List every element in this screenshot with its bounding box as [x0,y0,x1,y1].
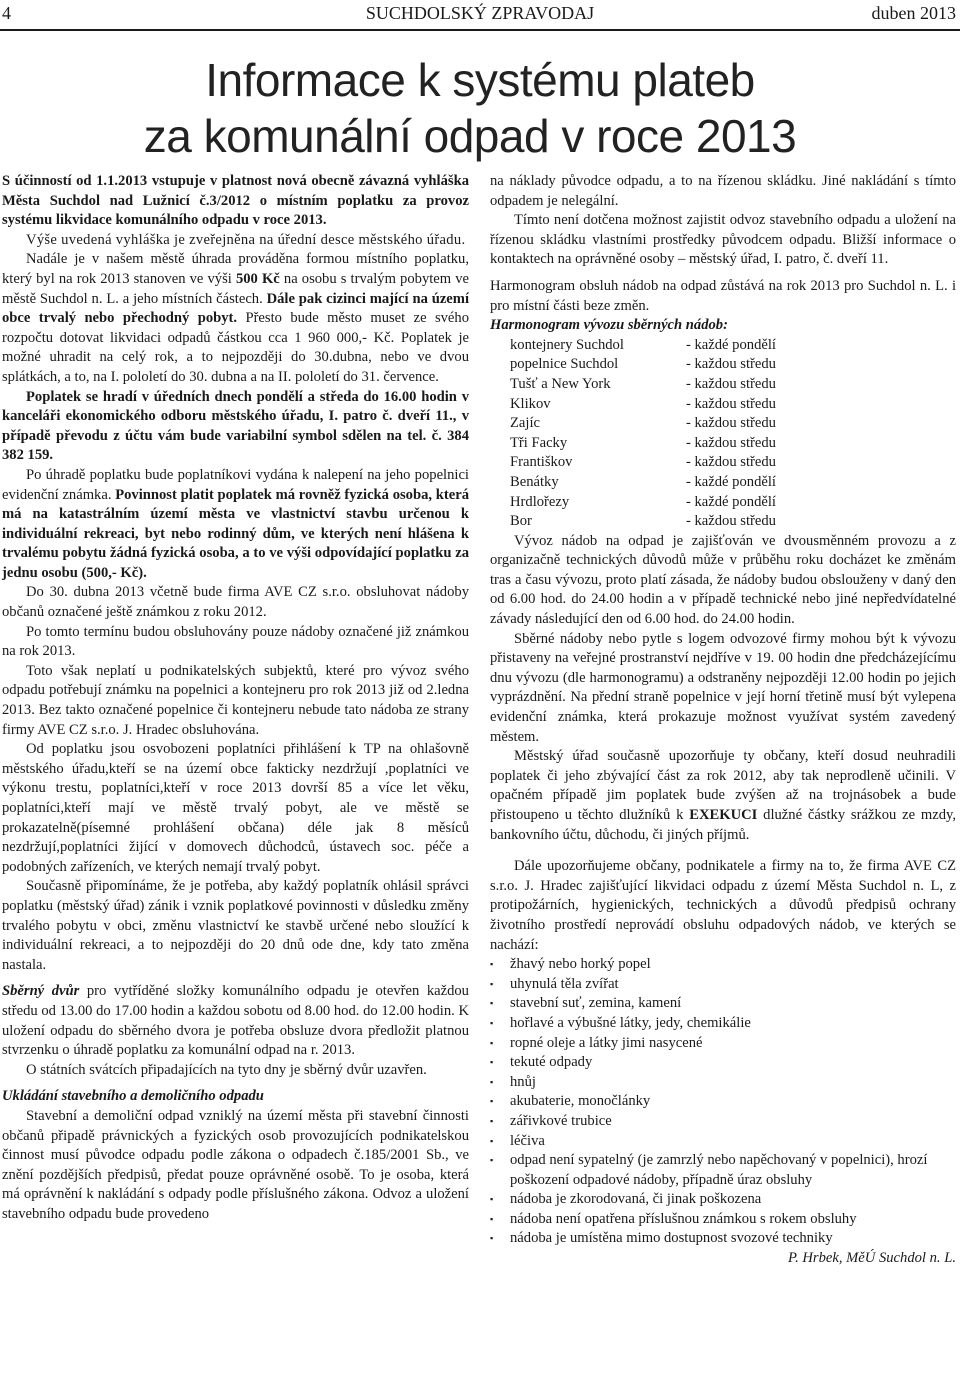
list-item: ▪ nádoba je zkorodovaná, či jinak poškozena [490,1190,956,1210]
schedule-place: Klikov [510,395,551,412]
collection-yard-label: Sběrný dvůr [2,983,80,1000]
page-number: 4 [2,3,11,23]
paragraph: Vývoz nádob na odpad je zajišťován ve dvousměnném provozu a z organizačně technických důvodů může v průběhu roku docházet ke změnám tras a času vývozu, proto platí zásada, že nádoby budou obslouženy v daný den od 6.00 hod. do 24.00 hodin a v případě technické nebo jiné nepředvídatelné závady následující den od 6.00 hod. do 24.00 hodin. [490,532,956,628]
sticker-paragraph [2,466,469,584]
paragraph: Sběrné nádoby nebo pytle s logem odvozové firmy mohou být k vývozu přistaveny na veřejné prostranství nejdříve v 19. 00 hodin dne předcházejícímu dnu vývozu (dle harmonogramu) a odstraněny nejpozději 12.00 hodin po jejich vyprázdnění. Na přední straně popelnice v její horní třetině musí být vylepena evidenční známka, která prokazuje možnost využívat systém zavedený městem. [490,630,956,745]
collection-schedule [490,336,956,532]
schedule-day: - každou středu [686,513,776,530]
schedule-place: Františkov [510,454,573,471]
title-line-2: za komunální odpad v roce 2013 [143,110,797,162]
paragraph: Toto však neplatí u podnikatelských subjektů, které pro vývoz svého odpadu potřebují známku na popelnici a kontejneru pro rok 2013 již od 2.ledna 2013. Bez takto označené popelnice či kontejneru nebude tato nádoba ze strany firmy AVE CZ s.r.o. J. Hradec obsluhována. [2,662,469,738]
intro-text: S účinností od 1.1.2013 vstupuje v platnost nová obecně závazná vyhláška Města Suchdol nad Lužnicí č.3/2012 o místním poplatku za provoz systému likvidace komunálního odpadu v roce 2013. [2,173,469,229]
schedule-row [490,473,956,493]
spacer [490,270,956,277]
obligation-note: Povinnost platit poplatek má rovněž fyzická osoba, která má na katastrálním území města ve vlastnictví stavbu určenou k individuální rekreaci, byt nebo rodinný dům, ve kterých není hlášena k trvalému pobytu žádná fyzická osoba, a to ve výši odpovídající poplatku za jednu osobu (500,- Kč). [2,486,469,581]
foreigners-note: Dále pak cizinci mající na území obce trvalý nebo přechodný pobyt. [2,290,469,327]
schedule-day: - každou středu [686,395,776,412]
schedule-row [490,453,956,473]
list-item: ▪ léčiva [490,1132,956,1152]
fee-paragraph [2,250,469,387]
intro-paragraph [2,172,469,231]
paragraph: O státních svátcích připadajících na tyto dny je sběrný dvůr uzavřen. [26,1061,427,1078]
list-item: ▪ zářivkové trubice [490,1112,956,1132]
list-item: ▪ stavební suť, zemina, kamení [490,994,956,1014]
schedule-day: - každé pondělí [686,493,776,510]
paragraph: Po tomto termínu budou obsluhovány pouze nádoby označené již známkou na rok 2013. [2,623,469,660]
paragraph: Stavební a demoliční odpad vzniklý na území města při stavební činnosti občanů připadě právnických a fyzických osob provozujících podnikatelskou činnost musí původce odpadu podle zákona o odpadech č.185/2001 Sb., ve znění pozdějších předpisů, předat pouze oprávněné osobě. To je osoba, která má oprávnění k nakládání s odpady podle příslušného zákona. Odvoz a uložení stavebního odpadu bude provedeno [2,1107,469,1222]
list-item: ▪ hnůj [490,1073,956,1093]
schedule-day: - každé pondělí [686,336,776,353]
text: dlužné částky srážkou ze mzdy, bankovního účtu, důchodu, či jiných příjmů. [490,807,956,843]
prohibited-items-list [490,955,956,1249]
paragraph: Současně připomínáme, že je potřeba, aby každý poplatník ohlásil správci poplatku (městský úřad) zánik i vznik poplatkové povinnosti v důsledku změny trvalého pobytu v obci, změnu vlastnictví ke stavbě určené nebo sloužící k individuální rekreaci, a to nejpozději do 20 dnů ode dne, kdy tato změna nastala. [2,878,469,973]
debt-paragraph [490,747,956,845]
text: Po úhradě poplatku bude poplatníkovi vydána k nalepení na jeho popelnici evidenční známka. [2,466,469,503]
schedule-day: - každou středu [686,454,776,471]
list-item: ▪ hořlavé a výbušné látky, jedy, chemikálie [490,1014,956,1034]
paragraph: Tímto není dotčena možnost zajistit odvoz stavebního odpadu a uložení na řízenou skládku vlastními prostředky původcem odpadu. Bližší informace o kontaktech na oprávněné osoby – městský úřad, I. patro, č. dveří 11. [490,212,956,268]
spacer [2,975,469,982]
schedule-place: Tři Facky [510,434,568,451]
schedule-row [490,375,956,395]
exemption-paragraph: Od poplatku jsou osvobozeni poplatníci přihlášení k TP na ohlašovně městského úřadu,kteří se na území obce fakticky nezdržují ,poplatníci ve výkonu trestu, poplatníci,kteří v roce 2013 dovrší 85 a více let věku, poplatníci,kteří mají ve městě trvalý pobyt, ale ve městě se prokazatelně(písemné prohlášení občana) déle jak 8 měsíců nezdržují,poplatníci žijící v domovech důchodců, ústavech soc. péče a podobných zařízeních, ve kterých nemají trvalý pobyt. [2,741,469,875]
schedule-row [490,336,956,356]
payment-paragraph [2,388,469,466]
schedule-day: - každou středu [686,356,776,373]
header-rule [0,29,960,31]
signature: P. Hrbek, MěÚ Suchdol n. L. [788,1250,956,1267]
paragraph: na náklady původce odpadu, a to na řízenou skládku. Jiné nakládání s tímto odpadem je nelegální. [490,173,956,209]
schedule-row [490,395,956,415]
list-item: ▪ nádoba je umístěna mimo dostupnost svozové techniky [490,1229,956,1249]
schedule-title: Harmonogram vývozu sběrných nádob: [490,317,728,334]
spacer [2,1080,469,1087]
issue-date: duben 2013 [871,3,956,23]
schedule-place: Benátky [510,473,559,490]
collection-yard-paragraph [2,982,469,1060]
list-item: ▪ žhavý nebo horký popel [490,955,956,975]
schedule-place: Hrdlořezy [510,493,570,510]
schedule-place: Tušť a New York [510,375,611,392]
schedule-row [490,434,956,454]
text: pro vytříděné složky komunálního odpadu je otevřen každou středu od 13.00 do 17.00 hodin a každou sobotu od 8.00 hod. do 12.00 hodin. K uložení odpadu do sběrného dvora je potřeba obsluze dvora předložit platnou stvrzenku o úhradě poplatku za komunální odpad na r. 2013. [2,983,469,1059]
section-heading: Ukládání stavebního a demoličního odpadu [2,1088,264,1105]
list-item: ▪ tekuté odpady [490,1053,956,1073]
paragraph: Výše uvedená vyhláška je zveřejněna na úřední desce městského úřadu. [26,231,466,248]
schedule-day: - každou středu [686,375,776,392]
spacer [490,845,956,857]
page-header [0,0,960,30]
list-item: ▪ ropné oleje a látky jimi nasycené [490,1034,956,1054]
text: Městský úřad současně upozorňuje ty občany, kteří dosud neuhradili poplatek či jeho zbývající část za rok 2012, aby tak neprodleně učinili. V opačném případě jim poplatek bude zvýšen až na trojnásobek a bude přistoupeno u těchto dlužníků k [490,748,956,823]
paragraph: Harmonogram obsluh nádob na odpad zůstává na rok 2013 pro Suchdol n. L. i pro místní části beze změn. [490,277,956,314]
schedule-place: popelnice Suchdol [510,356,619,373]
list-item: ▪ uhynulá těla zvířat [490,975,956,995]
schedule-place: Bor [510,513,532,530]
payment-transfer: , v případě převodu z účtu vám bude variabilní symbol sdělen na tel. č. 384 382 159. [2,408,469,464]
schedule-row [490,512,956,532]
list-item: ▪ akubaterie, monočlánky [490,1092,956,1112]
title-line-1: Informace k systému plateb [205,54,755,106]
execution-note: EXEKUCI [689,807,758,823]
payment-hours: Poplatek se hradí v úředních dnech pondělí a středa do 16.00 hodin v kanceláři ekonomického odboru městského úřadu, I. patro č. dveří 11. [2,388,469,425]
left-column [2,172,469,1224]
text: Přesto bude město muset ze svého rozpočtu dotovat likvidaci odpadů částkou cca 1 960 000,- Kč. Poplatek je možné uhradit na celý rok, a to nejpozději do 30.dubna, nebo ve dvou splátkách, a to, na I. pololetí do 30. dubna a na II. pololetí do 31. července. [2,310,469,385]
schedule-place: Zajíc [510,415,540,432]
text: Nadále je v našem městě úhrada prováděna formou místního poplatku, který byl na rok 2013 stanoven ve výši [2,251,469,287]
schedule-day: - každou středu [686,415,776,432]
schedule-row [490,355,956,375]
schedule-day: - každé pondělí [686,473,776,490]
text: na osobu s trvalým pobytem ve městě Suchdol n. L. a jeho místních částech. [2,270,470,307]
paragraph: Dále upozorňujeme občany, podnikatele a firmy na to, že firma AVE CZ s.r.o. J. Hradec zajišťující likvidaci odpadu z území Města Suchdol n. L, z protipožárních, hygienických, technických a důvodů předpisů ochrany životního prostředí neprovádí obsluhu odpadových nádob, ve kterých se nachází: [490,858,956,953]
fee-amount: 500 Kč [235,270,280,287]
schedule-day: - každou středu [686,434,776,451]
schedule-row [490,414,956,434]
publication-name: SUCHDOLSKÝ ZPRAVODAJ [365,3,595,23]
schedule-place: kontejnery Suchdol [510,336,624,353]
paragraph: Do 30. dubna 2013 včetně bude firma AVE CZ s.r.o. obsluhovat nádoby občanů označené ještě známkou z roku 2012. [2,584,469,621]
list-item: ▪ nádoba není opatřena příslušnou známkou s rokem obsluhy [490,1210,956,1230]
schedule-row [490,493,956,513]
right-column [490,172,956,1269]
article-title [0,52,960,164]
list-item: ▪ odpad není sypatelný (je zamrzlý nebo napěchovaný v popelnici), hrozí poškození odpadové nádoby, případně úraz obsluhy [490,1151,956,1190]
